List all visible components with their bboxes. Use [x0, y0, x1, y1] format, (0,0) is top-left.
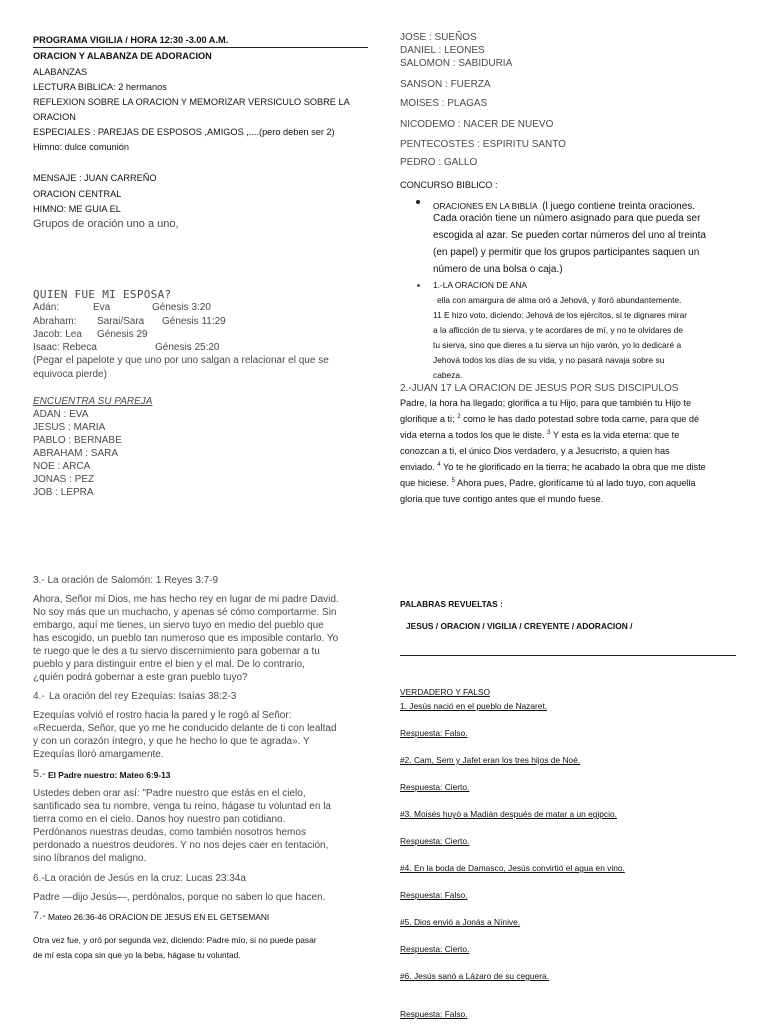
oracion7-line: de mí esta copa sin que yo la beba, hágase tu voluntad. — [33, 950, 241, 960]
ana-line: tu sierva, sino que dieres a tu sierva un hijo varón, yo lo dedicaré a — [433, 340, 682, 350]
oracion7-line: Otra vez fue, y oró por segunda vez, diciendo: Padre mío, si no puede pasar — [33, 935, 317, 945]
palabras-line: JESUS / ORACION / VIGILIA / CREYENTE / ADORACION / — [406, 621, 633, 631]
bullet1-line: Cada oración tiene un número asignado para que pueda ser — [433, 213, 701, 224]
pareja-item: PABLO : BERNABE — [33, 435, 122, 446]
vf-answer: Respuesta: Falso. — [400, 1009, 468, 1019]
ana-line: a la aflicción de tu sierva, y te acordares de mí, y no te olvidares de — [433, 325, 683, 335]
program-line: LECTURA BIBLICA: 2 hermanos — [33, 82, 167, 92]
juan17-line: enviado. $^4$ Yo te he glorificado en la tierra; he acabado la obra que me diste — [400, 461, 706, 472]
juan17-title: 2.-JUAN 17 LA ORACION DE JESUS POR SUS DISCIPULOS — [400, 383, 679, 394]
mensaje-line: MENSAJE : JUAN CARREÑO — [33, 173, 157, 183]
palabras-title: PALABRAS REVUELTAS : — [400, 599, 503, 609]
pareja-item: JOB : LEPRA — [33, 487, 94, 498]
oracion3-line: te ruego que le des a tu siervo discernimiento para gobernar a tu — [33, 646, 320, 657]
juan17-line: conozcan a ti, el único Dios verdadero, y a Jesucristo, a quien has — [400, 446, 670, 456]
pareja-item: NOE : ARCA — [33, 461, 91, 472]
name-item: JOSE : SUEÑOS — [400, 32, 477, 43]
oracion3-line: pueblo y para distinguir entre el bien y el mal. De lo contrario, — [33, 659, 305, 670]
mensaje-line: ORACION CENTRAL — [33, 189, 122, 199]
oracion5-line: perdonado a nuestros deudores. Y no nos dejes caer en tentación, — [33, 840, 329, 851]
ana-title: 1.-LA ORACION DE ANA — [433, 280, 528, 290]
vf-question: #3. Moisés huyó a Madián después de matar a un egipcio. — [400, 809, 617, 819]
bullet-icon — [417, 284, 420, 287]
oracion5-line: tierra como en el cielo. Danos hoy nuestro pan cotidiano. — [33, 814, 286, 825]
vf-answer: Respuesta: Cierto. — [400, 782, 470, 792]
juan17-line: Padre, la hora ha llegado; glorifica a tu Hijo, para que también tu Hijo te — [400, 398, 692, 408]
name-item: SALOMON : SABIDURIA — [400, 58, 513, 69]
vf-question: 1. Jesús nació en el pueblo de Nazaret. — [400, 701, 548, 711]
bullet1-first-line: ORACIONES EN LA BIBLIA (l juego contiene treinta oraciones. — [433, 201, 696, 212]
bullet1-line: número de una bolsa o caja.) — [433, 264, 563, 275]
oracion6-title: 6.-La oración de Jesús en la cruz: Lucas 23:34a — [33, 873, 246, 884]
vf-question: #5. Dios envió a Jonás a Nínive. — [400, 917, 521, 927]
oracion3-line: ¿quién podrá gobernar a este gran pueblo tuyo? — [33, 672, 248, 683]
bullet1-line: escogida al azar. Se pueden cortar números del uno al treinta — [433, 230, 706, 241]
oracion6-line: Padre —dijo Jesús—, perdónalos, porque no saben lo que hacen. — [33, 892, 326, 903]
vf-question: #2. Cam, Sem y Jafet eran los tres hijos de Noé. — [400, 755, 581, 765]
vf-question: #4. En la boda de Damasco, Jesús convirtió el agua en vino. — [400, 863, 625, 873]
title-divider — [33, 47, 368, 48]
bullet-icon — [416, 200, 420, 204]
oracion5-line: sino líbranos del maligno. — [33, 853, 147, 864]
ana-line: Jehová todos los días de su vida, y no pasará navaja sobre su — [433, 355, 665, 365]
palabras-divider — [400, 655, 736, 656]
quien-note: equivoca pierde) — [33, 369, 107, 380]
vf-title: VERDADERO Y FALSO — [400, 687, 490, 697]
quien-title: QUIEN FUE MI ESPOSA? — [33, 288, 172, 301]
program-line: Himno: dulce comunión — [33, 142, 130, 152]
juan17-line: vida eterna a todos los que le diste. $^3$ Y esta es la vida eterna: que te — [400, 429, 680, 440]
oracion3-line: embargo, aquí me tienes, un siervo tuyo en medio del pueblo que — [33, 620, 324, 631]
encuentra-title: ENCUENTRA SU PAREJA — [33, 396, 153, 407]
mensaje-line: HIMNO: ME GUIA EL — [33, 204, 121, 214]
oracion4-line: Ezequías lloró amargamente. — [33, 749, 164, 760]
name-item: PEDRO : GALLO — [400, 157, 478, 168]
pareja-item: ABRAHAM : SARA — [33, 448, 119, 459]
pareja-item: ADAN : EVA — [33, 409, 89, 420]
vf-answer: Respuesta: Cierto. — [400, 944, 470, 954]
oracion3-line: No soy más que un muchacho, y apenas sé cómo comportarme. Sin — [33, 607, 337, 618]
program-line: ESPECIALES : PAREJAS DE ESPOSOS ,AMIGOS ,....(pero deben ser 2) — [33, 127, 335, 137]
oracion4-line: «Recuerda, Señor, que yo me he conducido delante de ti con lealtad — [33, 723, 337, 734]
vf-answer: Respuesta: Falso. — [400, 890, 468, 900]
oracion3-line: Ahora, Señor mi Dios, me has hecho rey en lugar de mi padre David. — [33, 594, 339, 605]
ana-line: ella con amargura de alma oró a Jehová, y lloró abundantemente. — [437, 295, 682, 305]
name-item: NICODEMO : NACER DE NUEVO — [400, 119, 554, 130]
vf-answer: Respuesta: Falso. — [400, 728, 468, 738]
oracion4-line: Ezequías volvió el rostro hacia la pared y le rogó al Señor: — [33, 710, 292, 721]
juan17-line: que hiciese. $^5$ Ahora pues, Padre, glorifícame tú al lado tuyo, con aquella — [400, 477, 696, 488]
oracion5-line: santificado sea tu nombre, venga tu reino, hágase tu voluntad en la — [33, 801, 331, 812]
oracion5-line: Perdónanos nuestras deudas, como también nosotros hemos — [33, 827, 306, 838]
ana-line: 11 E hizo voto, diciendo: Jehová de los ejércitos, si te dignares mirar — [433, 310, 688, 320]
name-item: MOISES : PLAGAS — [400, 98, 488, 109]
vf-question: #6. Jesús sanó a Lázaro de su ceguera. — [400, 971, 549, 981]
oracion3-title: 3.- La oración de Salomón: 1 Reyes 3:7-9 — [33, 575, 219, 586]
concurso-title: CONCURSO BIBLICO : — [400, 180, 498, 190]
program-line: ORACION Y ALABANZA DE ADORACION — [33, 51, 212, 61]
pareja-item: JESUS : MARIA — [33, 422, 106, 433]
program-line: ALABANZAS — [33, 67, 88, 77]
oracion4-line: y con un corazón íntegro, y que he hecho lo que te agrada». Y — [33, 736, 310, 747]
program-line: ORACION — [33, 112, 76, 122]
program-line: REFLEXION SOBRE LA ORACION Y MEMORIZAR VERSICULO SOBRE LA — [33, 97, 350, 107]
grupos-line: Grupos de oración uno a uno, — [33, 218, 179, 230]
name-item: PENTECOSTES : ESPIRITU SANTO — [400, 139, 566, 150]
ana-line: cabeza. — [433, 370, 463, 380]
oracion5-line: Ustedes deben orar así: "Padre nuestro que estás en el cielo, — [33, 788, 306, 799]
juan17-line: gloria que tuve contigo antes que el mundo fuese. — [400, 494, 604, 504]
vf-answer: Respuesta: Cierto. — [400, 836, 470, 846]
programa-title: PROGRAMA VIGILIA / HORA 12:30 -3.00 A.M. — [33, 35, 229, 45]
oracion3-line: has escogido, un pueblo tan numeroso que es imposible contarlo. Yo — [33, 633, 339, 644]
quien-note: (Pegar el papelote y que uno por uno salgan a relacionar el que se — [33, 355, 329, 366]
pareja-item: JONAS : PEZ — [33, 474, 95, 485]
bullet1-line: (en papel) y permitir que los grupos participantes saquen un — [433, 247, 700, 258]
name-item: DANIEL : LEONES — [400, 45, 485, 56]
name-item: SANSON : FUERZA — [400, 79, 491, 90]
juan17-line: glorifique a ti; $^2$ como le has dado potestad sobre toda carne, para que dé — [400, 413, 700, 424]
